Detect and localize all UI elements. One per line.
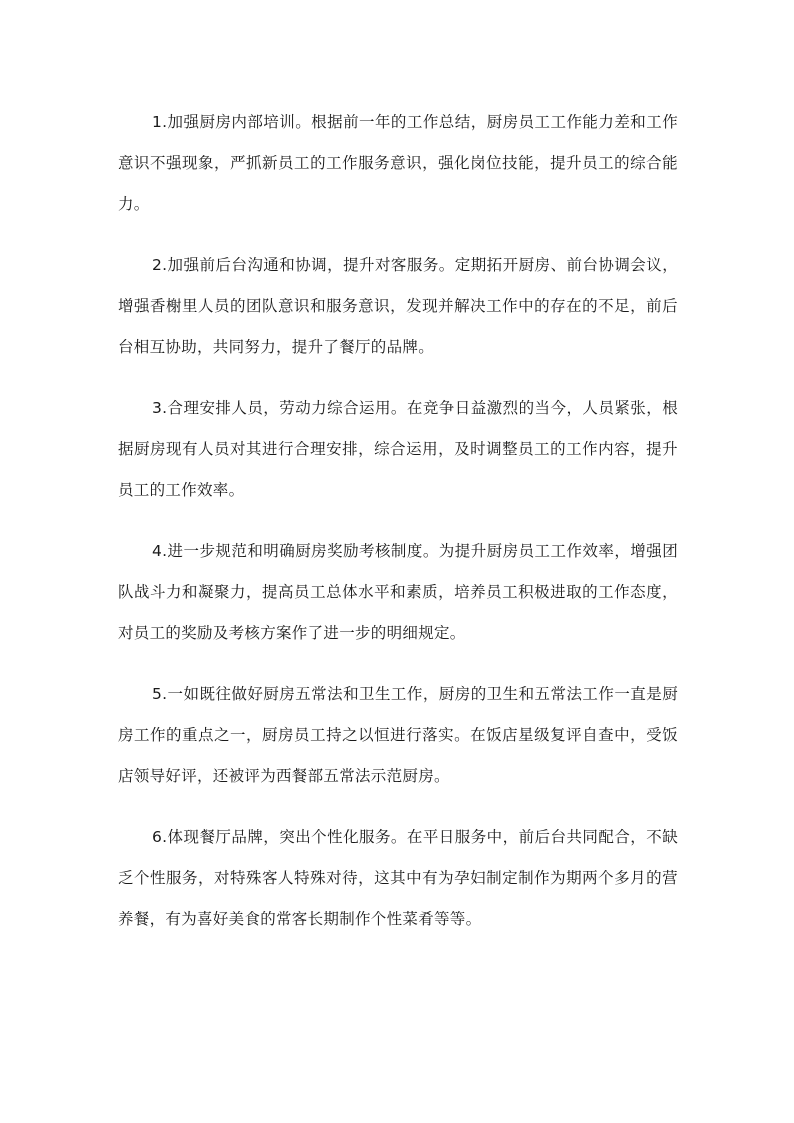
document-body bbox=[118, 102, 678, 960]
paragraph-6: 6.体现餐厅品牌，突出个性化服务。在平日服务中，前后台共同配合，不缺乏个性服务，对特殊客人特殊对待，这其中有为孕妇制定制作为期两个多月的营养餐，有为喜好美食的常客长期制作个性菜肴等等。 bbox=[118, 828, 678, 928]
paragraph-3: 3.合理安排人员，劳动力综合运用。在竞争日益激烈的当今，人员紧张，根据厨房现有人员对其进行合理安排，综合运用，及时调整员工的工作内容，提升员工的工作效率。 bbox=[118, 399, 678, 499]
paragraph-4: 4.进一步规范和明确厨房奖励考核制度。为提升厨房员工工作效率，增强团队战斗力和凝聚力，提高员工总体水平和素质，培养员工积极进取的工作态度，对员工的奖励及考核方案作了进一步的明细规定。 bbox=[118, 542, 678, 642]
paragraph-1: 1.加强厨房内部培训。根据前一年的工作总结，厨房员工工作能力差和工作意识不强现象，严抓新员工的工作服务意识，强化岗位技能，提升员工的综合能力。 bbox=[118, 113, 678, 213]
paragraph-5: 5.一如既往做好厨房五常法和卫生工作，厨房的卫生和五常法工作一直是厨房工作的重点之一，厨房员工持之以恒进行落实。在饭店星级复评自查中，受饭店领导好评，还被评为西餐部五常法示范厨房。 bbox=[118, 685, 678, 785]
paragraph-2: 2.加强前后台沟通和协调，提升对客服务。定期拓开厨房、前台协调会议，增强香榭里人员的团队意识和服务意识，发现并解决工作中的存在的不足，前后台相互协助，共同努力，提升了餐厅的品牌。 bbox=[118, 256, 678, 356]
